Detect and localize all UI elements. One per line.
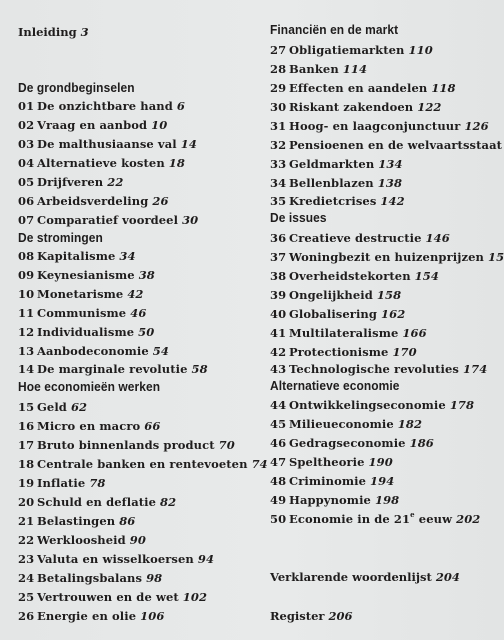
toc-entry [18, 325, 154, 339]
entry-number: 27 [270, 43, 287, 57]
entry-title: Riskant zakendoen [289, 100, 414, 114]
entry-number: 06 [18, 194, 35, 208]
entry-number: 03 [18, 137, 35, 151]
entry-page: 202 [456, 512, 481, 526]
entry-number: 47 [270, 455, 287, 469]
entry-page: 46 [130, 306, 147, 320]
entry-page: 94 [197, 552, 215, 566]
toc-entry [270, 362, 487, 376]
entry-page: 58 [191, 362, 208, 376]
toc-entry [270, 493, 399, 507]
entry-number: 01 [18, 99, 35, 113]
entry-title: Alternatieve kosten [37, 156, 165, 170]
entry-title: Woningbezit en huizenprijzen [289, 250, 484, 264]
toc-entry [270, 436, 434, 450]
entry-title: Energie en olie [37, 609, 137, 623]
entry-number: 23 [18, 552, 35, 566]
entry-title: Speltheorie [289, 455, 365, 469]
entry-page: 158 [376, 288, 402, 302]
toc-entry [270, 326, 427, 340]
toc-glossary [270, 570, 460, 584]
entry-page: 186 [409, 436, 434, 450]
entry-number: 26 [18, 609, 35, 623]
entry-page: 198 [374, 493, 400, 507]
toc-entry [18, 306, 146, 320]
entry-page: 22 [107, 175, 124, 189]
entry-title: Comparatief voordeel [37, 213, 179, 227]
toc-entry [18, 175, 123, 189]
entry-title: Pensioenen en de welvaartsstaat [289, 138, 503, 152]
entry-page: 62 [70, 400, 88, 414]
entry-number: 14 [18, 362, 35, 376]
toc-entry [18, 476, 106, 490]
section-heading: Hoe economieën werken [18, 379, 161, 394]
entry-number: 19 [18, 476, 35, 490]
entry-page: 138 [377, 176, 403, 190]
entry-page: 14 [180, 137, 197, 151]
entry-title: Globalisering [289, 307, 378, 321]
entry-title-text: Economie in de 21 [289, 512, 411, 526]
entry-number: 02 [18, 118, 35, 132]
entry-page: 15 [487, 250, 504, 264]
entry-number: 20 [18, 495, 35, 509]
entry-title: Inflatie [37, 476, 86, 490]
entry-number: 38 [270, 269, 287, 283]
entry-title: Ongelijkheid [289, 288, 373, 302]
toc-entry [270, 474, 394, 488]
entry-title: Happynomie [289, 493, 371, 507]
entry-number: 32 [270, 138, 287, 152]
toc-entry [270, 176, 402, 190]
section-heading: Financiën en de markt [270, 22, 399, 37]
entry-number: 11 [18, 306, 35, 320]
toc-register [270, 609, 352, 623]
entry-number: 49 [270, 493, 287, 507]
entry-title: Micro en macro [37, 419, 141, 433]
entry-page: 30 [182, 213, 199, 227]
entry-title: Communisme [37, 306, 127, 320]
intro-title: Inleiding [18, 25, 77, 39]
entry-number: 50 [270, 512, 287, 526]
toc-entry [18, 118, 167, 132]
toc-entry [18, 268, 155, 282]
toc-entry [270, 62, 367, 76]
entry-number: 44 [270, 398, 287, 412]
entry-number: 45 [270, 417, 287, 431]
toc-entry [18, 571, 162, 585]
entry-page: 90 [129, 533, 147, 547]
toc-entry [18, 249, 136, 263]
entry-title: Bruto binnenlands product [37, 438, 215, 452]
toc-entry [270, 512, 480, 526]
toc-entry [18, 533, 146, 547]
entry-page: 38 [138, 268, 155, 282]
section-heading: De issues [270, 210, 327, 225]
entry-number: 12 [18, 325, 35, 339]
toc-entry [18, 344, 169, 358]
toc-entry [18, 213, 198, 227]
entry-title: Kapitalisme [37, 249, 116, 263]
entry-number: 34 [270, 176, 287, 190]
entry-number: 48 [270, 474, 287, 488]
entry-number: 33 [270, 157, 287, 171]
toc-entry [270, 455, 393, 469]
toc-entry [270, 417, 422, 431]
entry-title: Geldmarkten [289, 157, 375, 171]
toc-entry [18, 495, 176, 509]
entry-number: 08 [18, 249, 35, 263]
toc-entry [270, 345, 417, 359]
entry-title: Creatieve destructie [289, 231, 422, 245]
entry-number: 09 [18, 268, 35, 282]
entry-number: 25 [18, 590, 35, 604]
glossary-title: Verklarende woordenlijst [270, 570, 432, 584]
entry-page: 182 [397, 417, 423, 431]
entry-number: 37 [270, 250, 287, 264]
toc-entry [270, 138, 502, 152]
toc-entry [270, 81, 456, 95]
entry-page: 102 [182, 590, 208, 604]
entry-title: Drijfveren [37, 175, 104, 189]
entry-number: 39 [270, 288, 287, 302]
entry-number: 28 [270, 62, 287, 76]
entry-page: 174 [463, 362, 488, 376]
entry-title: Vertrouwen en de wet [37, 590, 179, 604]
entry-page: 42 [127, 287, 144, 301]
toc-entry [270, 119, 489, 133]
entry-title: Milieueconomie [289, 417, 394, 431]
entry-page: 86 [119, 514, 136, 528]
entry-number: 24 [18, 571, 35, 585]
entry-page: 142 [380, 194, 405, 208]
toc-entry [18, 156, 185, 170]
entry-title: De marginale revolutie [37, 362, 188, 376]
entry-title: Obligatiemarkten [289, 43, 405, 57]
entry-number: 05 [18, 175, 35, 189]
entry-page: 82 [160, 495, 177, 509]
toc-entry [270, 398, 474, 412]
entry-page: 166 [402, 326, 427, 340]
entry-title: Individualisme [37, 325, 135, 339]
entry-page: 70 [218, 438, 235, 452]
entry-title: Belastingen [37, 514, 116, 528]
toc-entry [18, 137, 197, 151]
toc-entry [18, 609, 164, 623]
entry-title [289, 512, 452, 526]
entry-page: 122 [417, 100, 442, 114]
entry-page: 54 [152, 344, 169, 358]
toc-entry [270, 194, 405, 208]
entry-number: 41 [270, 326, 287, 340]
section-heading: De grondbeginselen [18, 80, 135, 95]
toc-entry [270, 269, 439, 283]
toc-entry [270, 307, 405, 321]
entry-number: 16 [18, 419, 35, 433]
entry-number: 17 [18, 438, 35, 452]
entry-page: 74 [251, 457, 268, 471]
entry-title: Werkloosheid [37, 533, 126, 547]
entry-title: De malthusiaanse val [37, 137, 177, 151]
entry-page: 134 [378, 157, 403, 171]
entry-title: Valuta en wisselkoersen [37, 552, 194, 566]
entry-title: Monetarisme [37, 287, 124, 301]
entry-title: Kredietcrises [289, 194, 377, 208]
entry-page: 154 [414, 269, 439, 283]
entry-page: 106 [140, 609, 165, 623]
toc-entry [18, 552, 214, 566]
entry-title: Bellenblazen [289, 176, 374, 190]
entry-page: 162 [381, 307, 406, 321]
entry-number: 07 [18, 213, 35, 227]
toc-entry [18, 99, 185, 113]
entry-title: Vraag en aanbod [37, 118, 148, 132]
toc-entry [270, 100, 442, 114]
toc-entry [18, 287, 144, 301]
entry-number: 43 [270, 362, 287, 376]
intro-page: 3 [80, 25, 89, 39]
entry-number: 29 [270, 81, 287, 95]
entry-title: Banken [289, 62, 339, 76]
toc-entry [270, 288, 401, 302]
entry-number: 40 [270, 307, 287, 321]
entry-page: 98 [146, 571, 163, 585]
entry-title: De onzichtbare hand [37, 99, 173, 113]
entry-title: Centrale banken en rentevoeten [37, 457, 248, 471]
entry-title: Arbeidsverdeling [37, 194, 149, 208]
entry-page: 190 [368, 455, 393, 469]
toc-entry [18, 438, 235, 452]
entry-page: 146 [425, 231, 450, 245]
entry-title: Aanbodeconomie [37, 344, 149, 358]
register-page: 206 [328, 609, 353, 623]
entry-page: 18 [168, 156, 186, 170]
entry-number: 30 [270, 100, 287, 114]
entry-page: 6 [176, 99, 185, 113]
entry-title: Criminomie [289, 474, 367, 488]
entry-page: 10 [151, 118, 168, 132]
toc-intro [18, 25, 89, 39]
glossary-page: 204 [435, 570, 460, 584]
section-heading: De stromingen [18, 230, 103, 245]
entry-number: 04 [18, 156, 35, 170]
entry-number: 21 [18, 514, 35, 528]
toc-entry [18, 194, 169, 208]
entry-page: 126 [464, 119, 489, 133]
entry-number: 36 [270, 231, 287, 245]
toc-entry [18, 419, 161, 433]
entry-title-text-end: eeuw [414, 512, 453, 526]
entry-title: Hoog- en laagconjunctuur [289, 119, 461, 133]
toc-entry [270, 250, 504, 264]
entry-title: Schuld en deflatie [37, 495, 157, 509]
entry-page: 194 [370, 474, 395, 488]
entry-page: 170 [392, 345, 417, 359]
entry-page: 118 [431, 81, 456, 95]
entry-number: 31 [270, 119, 287, 133]
entry-number: 18 [18, 457, 35, 471]
entry-title: Technologische revoluties [289, 362, 459, 376]
entry-number: 10 [18, 287, 35, 301]
toc-entry [270, 43, 433, 57]
toc-entry [18, 362, 208, 376]
toc-entry [18, 590, 207, 604]
toc-entry [18, 400, 87, 414]
toc-entry [270, 157, 403, 171]
entry-number: 46 [270, 436, 287, 450]
entry-page: 34 [119, 249, 136, 263]
entry-page: 114 [342, 62, 368, 76]
entry-number: 35 [270, 194, 287, 208]
entry-number: 15 [18, 400, 35, 414]
entry-title: Gedragseconomie [289, 436, 406, 450]
toc-entry [18, 457, 268, 471]
register-title: Register [270, 609, 325, 623]
entry-title: Effecten en aandelen [289, 81, 428, 95]
entry-page: 26 [152, 194, 169, 208]
entry-title-superscript: e [410, 510, 415, 520]
toc-entry [270, 231, 450, 245]
entry-page: 78 [89, 476, 106, 490]
toc-entry [18, 514, 135, 528]
entry-title: Keynesianisme [37, 268, 135, 282]
entry-title: Ontwikkelingseconomie [289, 398, 446, 412]
section-heading: Alternatieve economie [270, 378, 400, 393]
entry-number: 22 [18, 533, 35, 547]
entry-page: 178 [449, 398, 475, 412]
entry-title: Betalingsbalans [37, 571, 143, 585]
entry-title: Geld [37, 400, 67, 414]
entry-page: 50 [138, 325, 155, 339]
entry-number: 13 [18, 344, 35, 358]
entry-page: 66 [144, 419, 161, 433]
entry-title: Multilateralisme [289, 326, 399, 340]
entry-title: Overheidstekorten [289, 269, 411, 283]
entry-page: 110 [408, 43, 433, 57]
entry-title: Protectionisme [289, 345, 389, 359]
entry-number: 42 [270, 345, 287, 359]
